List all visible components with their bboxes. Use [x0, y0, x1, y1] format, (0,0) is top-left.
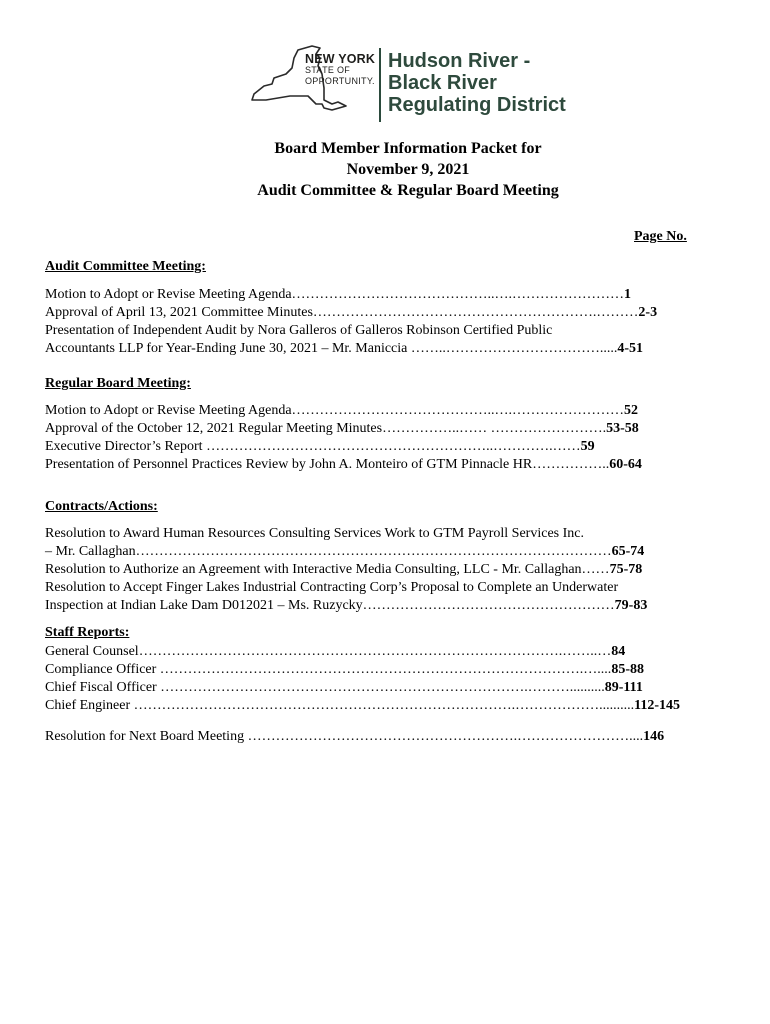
toc-text: Resolution for Next Board Meeting ………………………………………………….……………………....: [45, 729, 644, 744]
toc-page: 112-145: [634, 698, 681, 713]
title-line-3: Audit Committee & Regular Board Meeting: [257, 182, 559, 199]
audit-committee-heading: Audit Committee Meeting:: [45, 259, 206, 274]
toc-line: [45, 561, 642, 578]
toc-line: [45, 525, 584, 542]
page-number-header: Page No.: [634, 229, 687, 244]
toc-page: 89-111: [604, 680, 643, 695]
toc-line: [45, 697, 680, 714]
toc-line: [45, 579, 618, 596]
toc-page: 4-51: [617, 341, 644, 356]
toc-line: [45, 661, 644, 678]
ny-line-2: STATE OF: [305, 65, 351, 75]
toc-line: [45, 643, 625, 660]
toc-page: 85-88: [611, 662, 644, 677]
toc-text: Motion to Adopt or Revise Meeting Agenda……………………………………..….……………………: [45, 287, 625, 302]
toc-page: 52: [624, 403, 639, 418]
toc-line: [45, 420, 639, 437]
toc-line: [45, 402, 638, 419]
toc-line: [45, 340, 643, 357]
toc-text: – Mr. Callaghan…………………………………………………………………………………………: [45, 544, 612, 559]
ny-line-1: NEW YORK: [305, 52, 376, 66]
toc-page: 79-83: [614, 598, 648, 613]
title-line-2: November 9, 2021: [346, 161, 470, 178]
staff-reports-heading: Staff Reports:: [45, 625, 130, 640]
toc-text: Chief Fiscal Officer …………………………………………………………………….………..........: [45, 680, 605, 695]
toc-page: 53-58: [606, 421, 639, 436]
document-title: [0, 138, 770, 201]
new-york-wordmark: [305, 54, 375, 87]
toc-page: 2-3: [638, 305, 658, 320]
toc-line: [45, 597, 647, 614]
toc-text: Resolution to Accept Finger Lakes Industrial Contracting Corp’s Proposal to Complete an Underwater: [45, 580, 619, 595]
regular-board-meeting-heading: Regular Board Meeting:: [45, 376, 191, 391]
toc-text: Presentation of Personnel Practices Review by John A. Monteiro of GTM Pinnacle HR……………..: [45, 457, 610, 472]
toc-text: Approval of April 13, 2021 Committee Minutes…………………………………………………….………: [45, 305, 639, 320]
contracts-actions-heading: Contracts/Actions:: [45, 499, 158, 514]
toc-page: 146: [643, 729, 665, 744]
toc-text: Chief Engineer ……………………………………………………………………….………………..........: [45, 698, 635, 713]
toc-page: 84: [611, 644, 626, 659]
title-line-1: Board Member Information Packet for: [274, 140, 542, 157]
toc-text: Compliance Officer ……………………………………………………………………………….…....: [45, 662, 612, 677]
toc-line: [45, 456, 642, 473]
toc-line: [45, 679, 643, 696]
toc-text: Accountants LLP for Year-Ending June 30, 2021 – Mr. Maniccia ……..…………………………….....: [45, 341, 618, 356]
toc-line: [45, 304, 657, 321]
toc-page: 59: [580, 439, 595, 454]
district-line-3: Regulating District: [388, 94, 566, 116]
logo-divider: [379, 48, 381, 122]
toc-page: 1: [624, 287, 632, 302]
logo: [250, 44, 580, 128]
toc-text: Resolution to Authorize an Agreement with Interactive Media Consulting, LLC - Mr. Callaghan……: [45, 562, 610, 577]
toc-text: Resolution to Award Human Resources Consulting Services Work to GTM Payroll Services Inc.: [45, 526, 584, 541]
toc-line: [45, 438, 595, 455]
district-line-1: Hudson River -: [388, 50, 531, 72]
toc-text: Approval of the October 12, 2021 Regular Meeting Minutes……………..…… …………………….: [45, 421, 607, 436]
toc-text: Inspection at Indian Lake Dam D012021 – Ms. Ruzycky………………………………………………: [45, 598, 615, 613]
district-wordmark: [388, 50, 566, 116]
toc-text: Motion to Adopt or Revise Meeting Agenda……………………………………..….……………………: [45, 403, 625, 418]
toc-text: Executive Director’s Report ……………………………………………………..………….……: [45, 439, 581, 454]
toc-line: [45, 286, 631, 303]
toc-line: [45, 543, 644, 560]
toc-text: General Counsel……………………………………………………………………………….……..…: [45, 644, 612, 659]
ny-line-3: OPPORTUNITY.: [305, 76, 375, 86]
toc-line: [45, 728, 664, 745]
toc-line: [45, 322, 552, 339]
toc-page: 60-64: [609, 457, 642, 472]
district-line-2: Black River: [388, 72, 497, 94]
toc-page: 75-78: [609, 562, 643, 577]
toc-text: Presentation of Independent Audit by Nora Galleros of Galleros Robinson Certified Public: [45, 323, 553, 338]
toc-page: 65-74: [611, 544, 645, 559]
